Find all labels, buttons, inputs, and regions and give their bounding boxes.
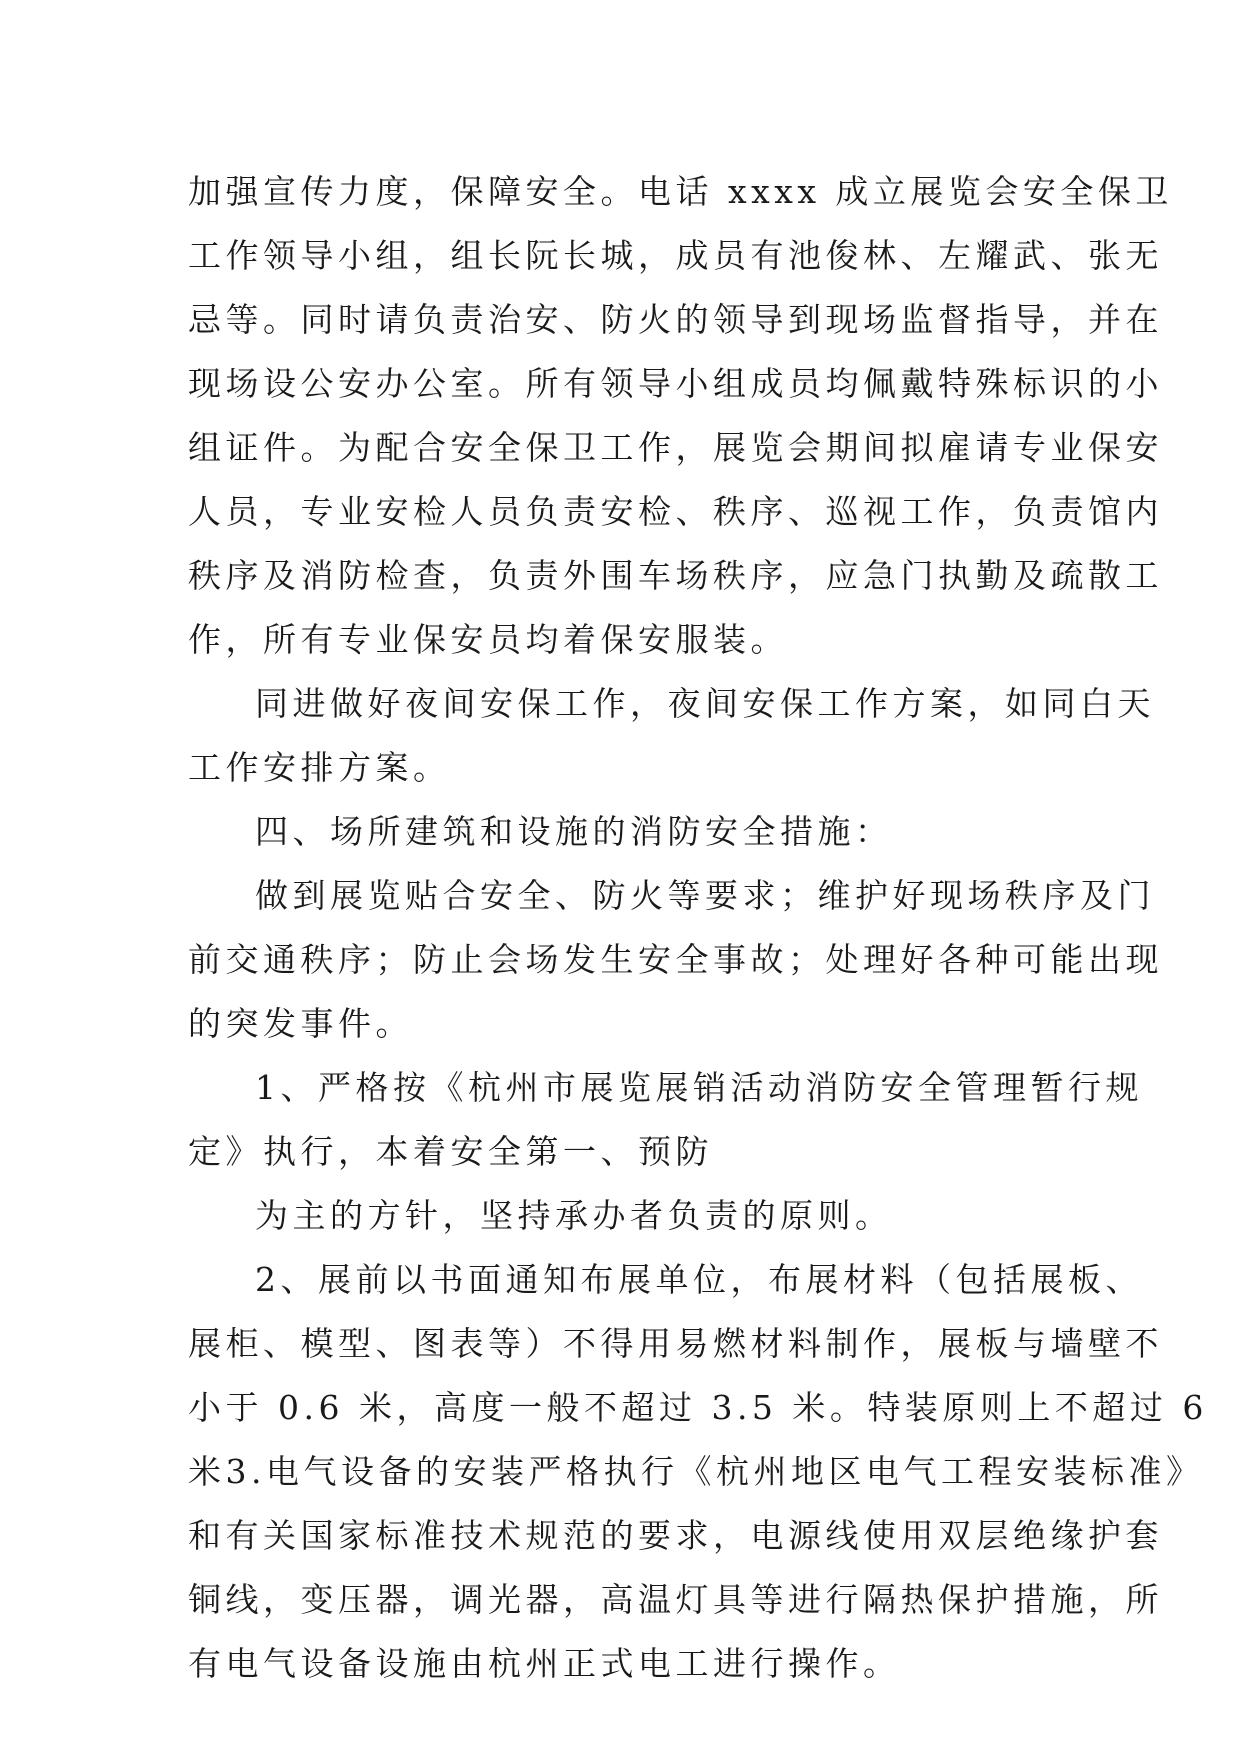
text-line: 2、展前以书面通知布展单位，布展材料（包括展板、 [255, 1260, 1143, 1299]
text-line: 忌等。同时请负责治安、防火的领导到现场监督指导，并在 [188, 300, 1163, 339]
text-line: 现场设公安办公室。所有领导小组成员均佩戴特殊标识的小 [188, 364, 1163, 403]
text-line: 组证件。为配合安全保卫工作，展览会期间拟雇请专业保安 [188, 428, 1163, 467]
text-line: 米3.电气设备的安装严格执行《杭州地区电气工程安装标准》 [188, 1452, 1204, 1491]
document-body [188, 160, 1208, 1696]
text-line: 作，所有专业保安员均着保安服装。 [188, 620, 788, 659]
text-line: 1、严格按《杭州市展览展销活动消防安全管理暂行规 [255, 1068, 1143, 1107]
text-line: 工作领导小组，组长阮长城，成员有池俊林、左耀武、张无 [188, 236, 1163, 275]
text-line: 为主的方针，坚持承办者负责的原则。 [255, 1196, 893, 1235]
text-line: 和有关国家标准技术规范的要求，电源线使用双层绝缘护套 [188, 1516, 1163, 1555]
section-heading: 四、场所建筑和设施的消防安全措施： [255, 812, 893, 851]
text-line: 小于 0.6 米，高度一般不超过 3.5 米。特装原则上不超过 6 [188, 1388, 1208, 1427]
text-line: 有电气设备设施由杭州正式电工进行操作。 [188, 1644, 901, 1683]
text-line: 人员，专业安检人员负责安检、秩序、巡视工作，负责馆内 [188, 492, 1163, 531]
text-line: 的突发事件。 [188, 1004, 413, 1043]
text-line: 同进做好夜间安保工作，夜间安保工作方案，如同白天 [255, 684, 1155, 723]
text-line: 秩序及消防检查，负责外围车场秩序，应急门执勤及疏散工 [188, 556, 1163, 595]
text-line: 加强宣传力度，保障安全。电话 xxxx 成立展览会安全保卫 [188, 172, 1173, 211]
text-line: 铜线，变压器，调光器，高温灯具等进行隔热保护措施，所 [188, 1580, 1163, 1619]
text-line: 展柜、模型、图表等）不得用易燃材料制作，展板与墙壁不 [188, 1324, 1163, 1363]
text-line: 定》执行，本着安全第一、预防 [188, 1132, 713, 1171]
text-line: 前交通秩序；防止会场发生安全事故；处理好各种可能出现 [188, 940, 1163, 979]
text-line: 做到展览贴合安全、防火等要求；维护好现场秩序及门 [255, 876, 1155, 915]
text-line: 工作安排方案。 [188, 748, 451, 787]
